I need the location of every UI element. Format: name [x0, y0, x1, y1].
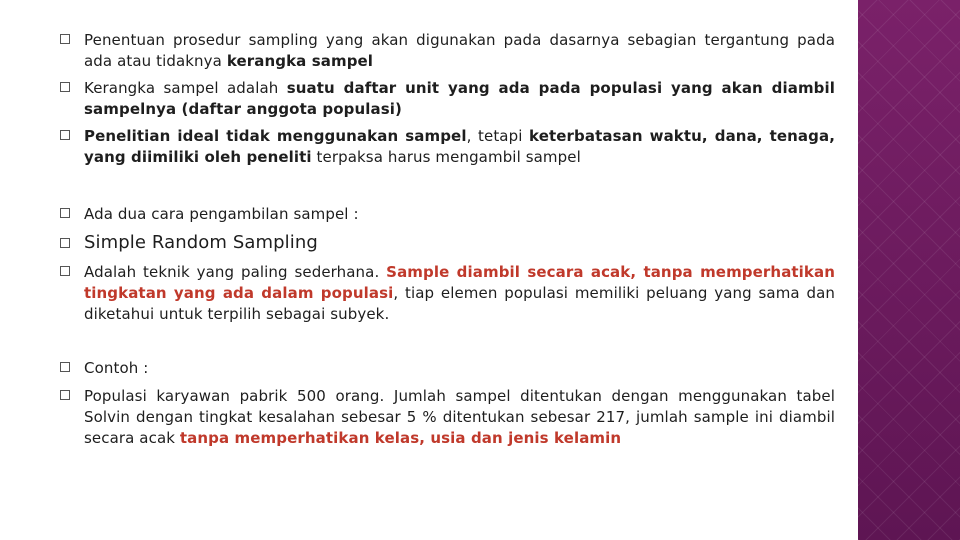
decorative-sidebar [858, 0, 960, 540]
bullet-item-6 [60, 262, 835, 325]
text-run: Kerangka sampel adalah [84, 79, 287, 97]
checkbox-bullet-icon [60, 82, 70, 92]
checkbox-bullet-icon [60, 130, 70, 140]
bullet-item-5 [60, 232, 835, 253]
checkbox-bullet-icon [60, 266, 70, 276]
text-run: Ada dua cara pengambilan sampel : [84, 205, 359, 223]
bullet-text [84, 262, 835, 325]
text-run-red: tanpa memperhatikan kelas, usia dan jenis kelamin [179, 429, 622, 447]
text-run: Populasi karyawan pabrik 500 orang. Jumlah sampel ditentukan dengan menggunakan tabel Solvin dengan tingkat kesalahan sebesar 5 % ditentukan sebesar 217, jumlah sample ini diambil secara acak [84, 387, 835, 447]
text-run: Adalah teknik yang paling sederhana. [84, 263, 387, 281]
text-run-red: Sample diambil secara acak, tanpa memperhatikan tingkatan yang ada dalam populasi [84, 263, 835, 302]
bullet-text [84, 204, 835, 225]
text-run: Penentuan prosedur sampling yang akan digunakan pada dasarnya sebagian tergantung pada ada atau tidaknya [84, 31, 835, 70]
bullet-item-8 [60, 386, 835, 449]
checkbox-bullet-icon [60, 208, 70, 218]
bullet-text [84, 386, 835, 449]
text-run-bold: keterbatasan waktu, dana, tenaga, yang diimiliki oleh peneliti [84, 127, 836, 166]
section-heading [84, 232, 835, 253]
bullet-item-2 [60, 78, 835, 120]
text-run-bold: suatu daftar unit yang ada pada populasi yang akan diambil sampelnya (daftar anggota populasi) [84, 79, 836, 118]
checkbox-bullet-icon [60, 34, 70, 44]
checkbox-bullet-icon [60, 238, 70, 248]
checkbox-bullet-icon [60, 390, 70, 400]
bullet-text [84, 358, 835, 379]
text-run: , tetapi [466, 127, 530, 145]
checkbox-bullet-icon [60, 362, 70, 372]
text-run: terpaksa harus mengambil sampel [311, 148, 581, 166]
bullet-item-4 [60, 204, 835, 225]
bullet-item-1 [60, 30, 835, 72]
text-run-bold: kerangka sampel [226, 52, 374, 70]
text-run-bold: Penelitian ideal tidak menggunakan sampel [84, 127, 467, 145]
bullet-item-3 [60, 126, 835, 168]
bullet-item-7 [60, 358, 835, 379]
text-run: , tiap elemen populasi memiliki peluang yang sama dan diketahui untuk terpilih sebagai subyek. [84, 284, 835, 323]
text-run: Simple Random Sampling [84, 232, 318, 253]
text-run: Contoh : [84, 359, 149, 377]
bullet-text [84, 126, 835, 168]
bullet-text [84, 30, 835, 72]
bullet-text [84, 78, 835, 120]
